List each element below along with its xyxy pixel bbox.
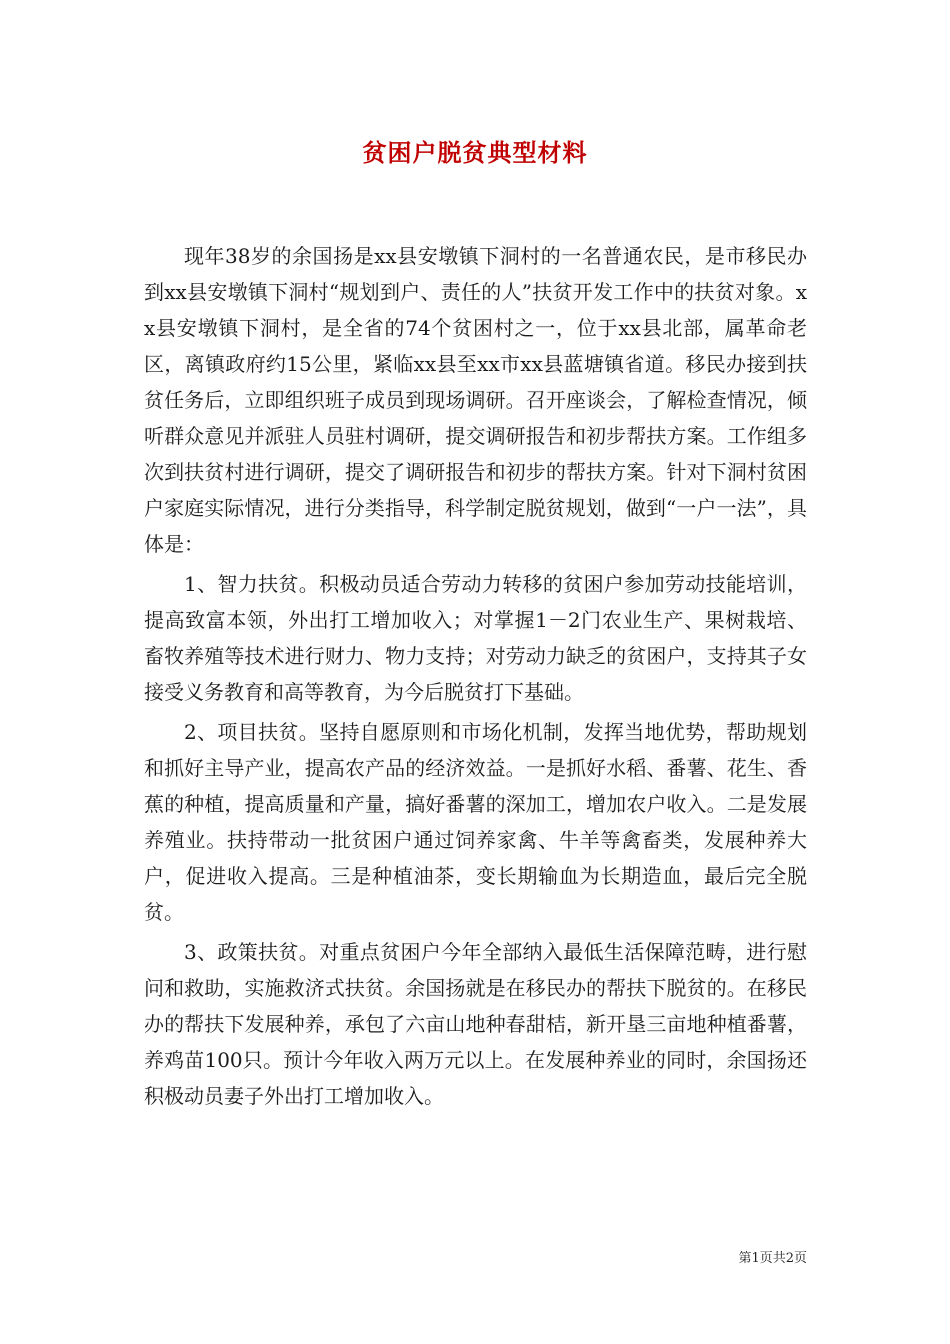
paragraph-policy-poverty-relief: 3、政策扶贫。对重点贫困户今年全部纳入最低生活保障范畴，进行慰问和救助，实施救济式扶贫。余国扬就是在移民办的帮扶下脱贫的。在移民办的帮扶下发展种养，承包了六亩山地种春甜桔，新开垦三亩地种植番薯，养鸡苗100只。预计今年收入两万元以上。在发展种养业的同时，余国扬还积极动员妻子外出打工增加收入。	[144, 940, 807, 1108]
page-number: 第1页共2页	[738, 1251, 807, 1266]
paragraph-intellectual-poverty-relief: 1、智力扶贫。积极动员适合劳动力转移的贫困户参加劳动技能培训，提高致富本领，外出打工增加收入；对掌握1－2门农业生产、果树栽培、畜牧养殖等技术进行财力、物力支持；对劳动力缺乏的贫困户，支持其子女接受义务教育和高等教育，为今后脱贫打下基础。	[144, 572, 807, 704]
paragraph-project-poverty-relief: 2、项目扶贫。坚持自愿原则和市场化机制，发挥当地优势，帮助规划和抓好主导产业，提高农产品的经济效益。一是抓好水稻、番薯、花生、香蕉的种植，提高质量和产量，搞好番薯的深加工，增加农户收入。二是发展养殖业。扶持带动一批贫困户通过饲养家禽、牛羊等禽畜类，发展种养大户，促进收入提高。三是种植油茶，变长期输血为长期造血，最后完全脱贫。	[144, 720, 807, 924]
document-title: 贫困户脱贫典型材料	[362, 138, 588, 167]
document-body	[144, 238, 807, 1114]
paragraph-intro: 现年38岁的余国扬是xx县安墩镇下洞村的一名普通农民，是市移民办到xx县安墩镇下洞村“规划到户、责任的人”扶贫开发工作中的扶贫对象。xx县安墩镇下洞村，是全省的74个贫困村之一，位于xx县北部，属革命老区，离镇政府约15公里，紧临xx县至xx市xx县蓝塘镇省道。移民办接到扶贫任务后，立即组织班子成员到现场调研。召开座谈会，了解检查情况，倾听群众意见并派驻人员驻村调研，提交调研报告和初步帮扶方案。工作组多次到扶贫村进行调研，提交了调研报告和初步的帮扶方案。针对下洞村贫困户家庭实际情况，进行分类指导，科学制定脱贫规划，做到“一户一法”，具体是：	[144, 244, 807, 556]
